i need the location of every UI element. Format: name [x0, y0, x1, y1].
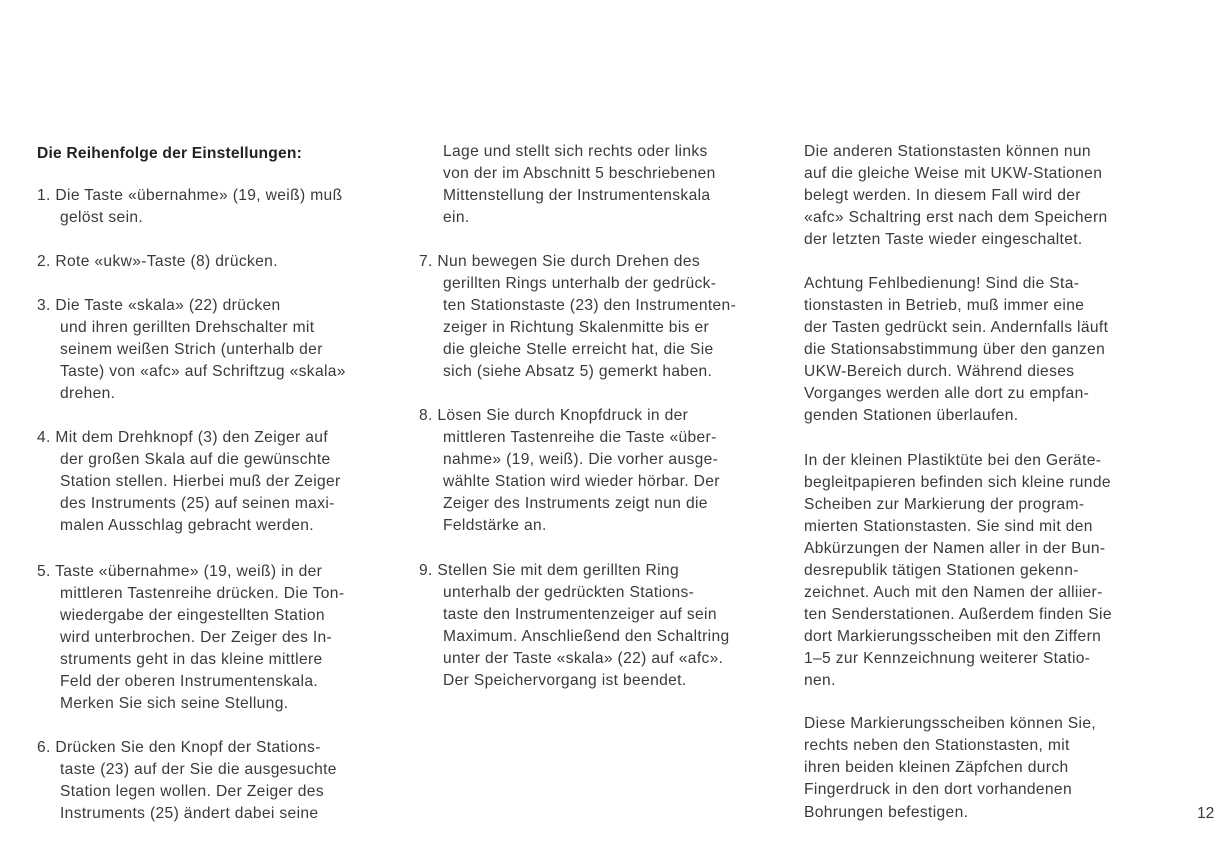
text-line: Der Speichervorgang ist beendet. — [443, 672, 687, 689]
text-line: Instruments (25) ändert dabei seine — [60, 805, 319, 822]
text-line: Die anderen Stationstasten können nun — [804, 143, 1091, 160]
text-line: Mittenstellung der Instrumentenskala — [443, 187, 711, 204]
text-line: taste den Instrumentenzeiger auf sein — [443, 606, 717, 623]
text-line: die gleiche Stelle erreicht hat, die Sie — [443, 341, 714, 358]
text-line: ein. — [443, 209, 470, 226]
text-line: gelöst sein. — [60, 209, 144, 226]
text-line: desrepublik tätigen Stationen gekenn- — [804, 562, 1079, 579]
text-line: Zeiger des Instruments zeigt nun die — [443, 495, 708, 512]
text-line: gerillten Rings unterhalb der gedrück- — [443, 275, 717, 292]
text-line: seinem weißen Strich (unterhalb der — [60, 341, 323, 358]
text-line: 7. Nun bewegen Sie durch Drehen des — [419, 253, 700, 270]
text-line: Bohrungen befestigen. — [804, 804, 969, 821]
text-line: Fingerdruck in den dort vorhandenen — [804, 781, 1072, 798]
text-line: Maximum. Anschließend den Schaltring — [443, 628, 730, 645]
text-line: nen. — [804, 672, 836, 689]
text-line: mittleren Tastenreihe die Taste «über- — [443, 429, 717, 446]
text-line: tionstasten in Betrieb, muß immer eine — [804, 297, 1085, 314]
text-line: 8. Lösen Sie durch Knopfdruck in der — [419, 407, 689, 424]
text-line: Station legen wollen. Der Zeiger des — [60, 783, 324, 800]
text-line: Merken Sie sich seine Stellung. — [60, 695, 289, 712]
text-line: «afc» Schaltring erst nach dem Speichern — [804, 209, 1108, 226]
text-line: 6. Drücken Sie den Knopf der Stations- — [37, 739, 321, 756]
text-line: wiedergabe der eingestellten Station — [60, 607, 325, 624]
text-line: und ihren gerillten Drehschalter mit — [60, 319, 315, 336]
text-line: zeichnet. Auch mit den Namen der alliier- — [804, 584, 1103, 601]
text-line: ten Stationstaste (23) den Instrumenten- — [443, 297, 737, 314]
text-line: Abkürzungen der Namen aller in der Bun- — [804, 540, 1106, 557]
text-line: der letzten Taste wieder eingeschaltet. — [804, 231, 1083, 248]
text-line: rechts neben den Stationstasten, mit — [804, 737, 1070, 754]
text-line: Taste) von «afc» auf Schriftzug «skala» — [60, 363, 346, 380]
text-line: Feldstärke an. — [443, 517, 547, 534]
text-line: wird unterbrochen. Der Zeiger des In- — [60, 629, 333, 646]
text-line: 3. Die Taste «skala» (22) drücken — [37, 297, 281, 314]
section-heading: Die Reihenfolge der Einstellungen: — [37, 145, 302, 162]
text-line: taste (23) auf der Sie die ausgesuchte — [60, 761, 337, 778]
text-line: von der im Abschnitt 5 beschriebenen — [443, 165, 716, 182]
text-line: auf die gleiche Weise mit UKW-Stationen — [804, 165, 1103, 182]
text-line: UKW-Bereich durch. Während dieses — [804, 363, 1075, 380]
text-line: Vorganges werden alle dort zu empfan- — [804, 385, 1090, 402]
text-line: Lage und stellt sich rechts oder links — [443, 143, 708, 160]
text-line: dort Markierungsscheiben mit den Ziffern — [804, 628, 1102, 645]
text-line: Scheiben zur Markierung der program- — [804, 496, 1085, 513]
text-line: die Stationsabstimmung über den ganzen — [804, 341, 1106, 358]
text-line: begleitpapieren befinden sich kleine runde — [804, 474, 1111, 491]
text-line: des Instruments (25) auf seinen maxi- — [60, 495, 335, 512]
text-line: 2. Rote «ukw»-Taste (8) drücken. — [37, 253, 278, 270]
page-number: 12 — [1197, 805, 1215, 822]
text-line: genden Stationen überlaufen. — [804, 407, 1019, 424]
text-line: 9. Stellen Sie mit dem gerillten Ring — [419, 562, 679, 579]
text-line: Station stellen. Hierbei muß der Zeiger — [60, 473, 341, 490]
text-line: 5. Taste «übernahme» (19, weiß) in der — [37, 563, 323, 580]
text-line: zeiger in Richtung Skalenmitte bis er — [443, 319, 710, 336]
text-line: 1–5 zur Kennzeichnung weiterer Statio- — [804, 650, 1091, 667]
text-line: unter der Taste «skala» (22) auf «afc». — [443, 650, 724, 667]
text-line: 4. Mit dem Drehknopf (3) den Zeiger auf — [37, 429, 329, 446]
text-line: Feld der oberen Instrumentenskala. — [60, 673, 319, 690]
text-line: 1. Die Taste «übernahme» (19, weiß) muß — [37, 187, 343, 204]
text-line: Achtung Fehlbedienung! Sind die Sta- — [804, 275, 1080, 292]
text-line: der großen Skala auf die gewünschte — [60, 451, 331, 468]
text-line: ten Senderstationen. Außerdem finden Sie — [804, 606, 1112, 623]
text-line: sich (siehe Absatz 5) gemerkt haben. — [443, 363, 713, 380]
text-line: In der kleinen Plastiktüte bei den Geräte- — [804, 452, 1102, 469]
text-line: der Tasten gedrückt sein. Andernfalls läuft — [804, 319, 1109, 336]
text-line: nahme» (19, weiß). Die vorher ausge- — [443, 451, 719, 468]
text-line: malen Ausschlag gebracht werden. — [60, 517, 314, 534]
text-line: belegt werden. In diesem Fall wird der — [804, 187, 1081, 204]
text-line: drehen. — [60, 385, 116, 402]
text-line: Diese Markierungsscheiben können Sie, — [804, 715, 1097, 732]
text-line: ihren beiden kleinen Zäpfchen durch — [804, 759, 1069, 776]
text-line: mittleren Tastenreihe drücken. Die Ton- — [60, 585, 345, 602]
text-line: wählte Station wird wieder hörbar. Der — [443, 473, 720, 490]
text-line: unterhalb der gedrückten Stations- — [443, 584, 695, 601]
text-line: struments geht in das kleine mittlere — [60, 651, 323, 668]
text-line: mierten Stationstasten. Sie sind mit den — [804, 518, 1093, 535]
